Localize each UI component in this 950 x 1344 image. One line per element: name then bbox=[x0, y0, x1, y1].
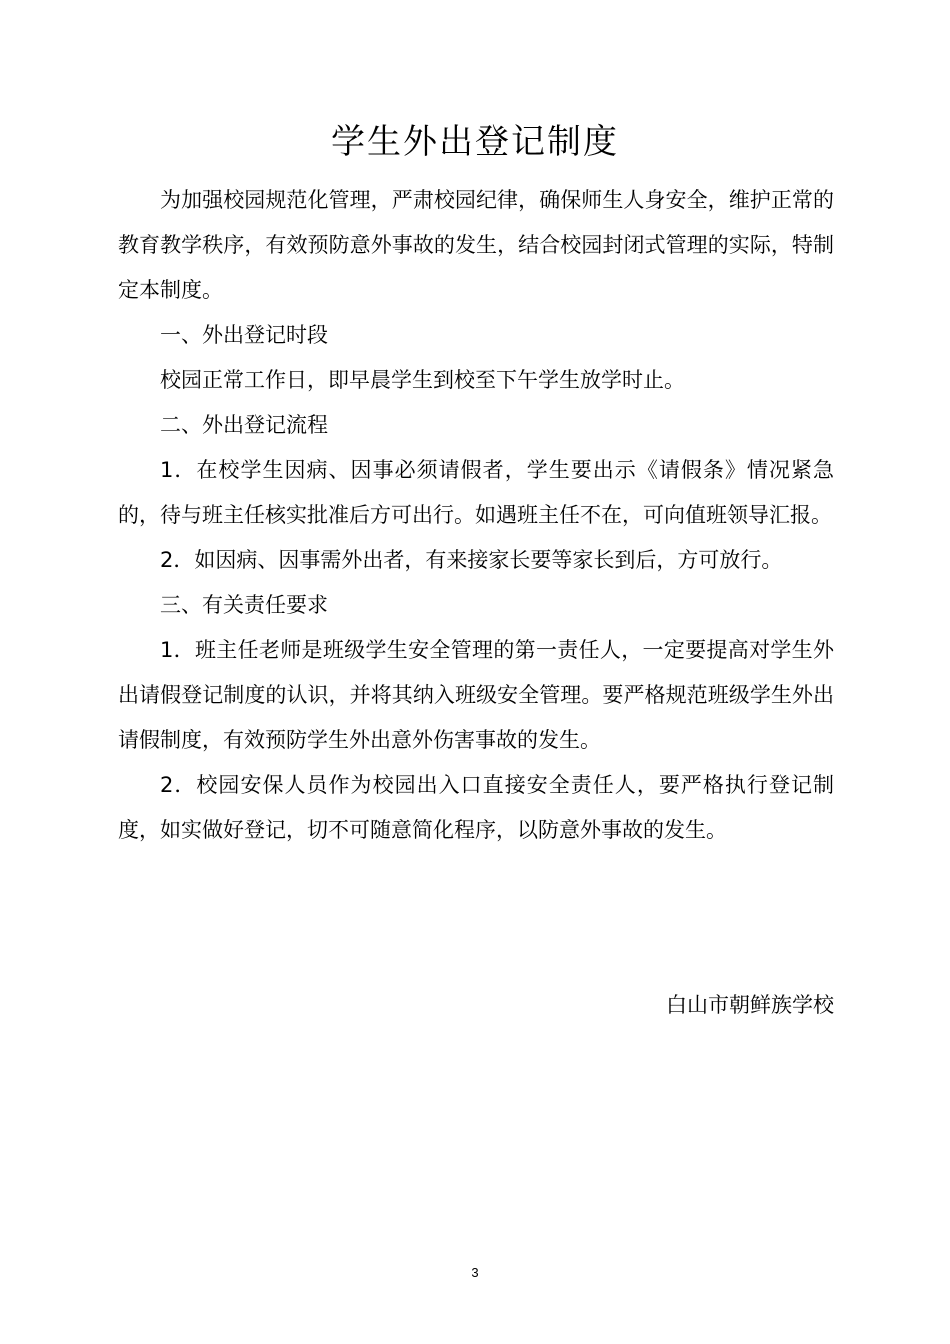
page-number: 3 bbox=[471, 1265, 479, 1280]
section-heading-process: 二、外出登记流程 bbox=[160, 413, 328, 437]
section-heading-time: 一、外出登记时段 bbox=[160, 323, 328, 347]
section-heading-responsibility: 三、有关责任要求 bbox=[160, 593, 328, 617]
responsibility-item-1: 1．班主任老师是班级学生安全管理的第一责任人，一定要提高对学生外出请假登记制度的认识，并将其纳入班级安全管理。要严格规范班级学生外出请假制度，有效预防学生外出意外伤害事故的发生。 bbox=[118, 638, 834, 752]
document-signature: 白山市朝鲜族学校 bbox=[666, 993, 834, 1017]
process-item-2: 2．如因病、因事需外出者，有来接家长要等家长到后，方可放行。 bbox=[160, 548, 783, 572]
intro-paragraph: 为加强校园规范化管理，严肃校园纪律，确保师生人身安全，维护正常的教育教学秩序，有效预防意外事故的发生，结合校园封闭式管理的实际，特制定本制度。 bbox=[118, 188, 834, 302]
document-title: 学生外出登记制度 bbox=[331, 122, 619, 162]
time-paragraph: 校园正常工作日，即早晨学生到校至下午学生放学时止。 bbox=[160, 368, 685, 392]
responsibility-item-2: 2．校园安保人员作为校园出入口直接安全责任人，要严格执行登记制度，如实做好登记，切不可随意简化程序，以防意外事故的发生。 bbox=[118, 773, 834, 842]
document-body bbox=[118, 178, 834, 853]
process-item-1: 1．在校学生因病、因事必须请假者，学生要出示《请假条》情况紧急的，待与班主任核实批准后方可出行。如遇班主任不在，可向值班领导汇报。 bbox=[118, 458, 834, 527]
